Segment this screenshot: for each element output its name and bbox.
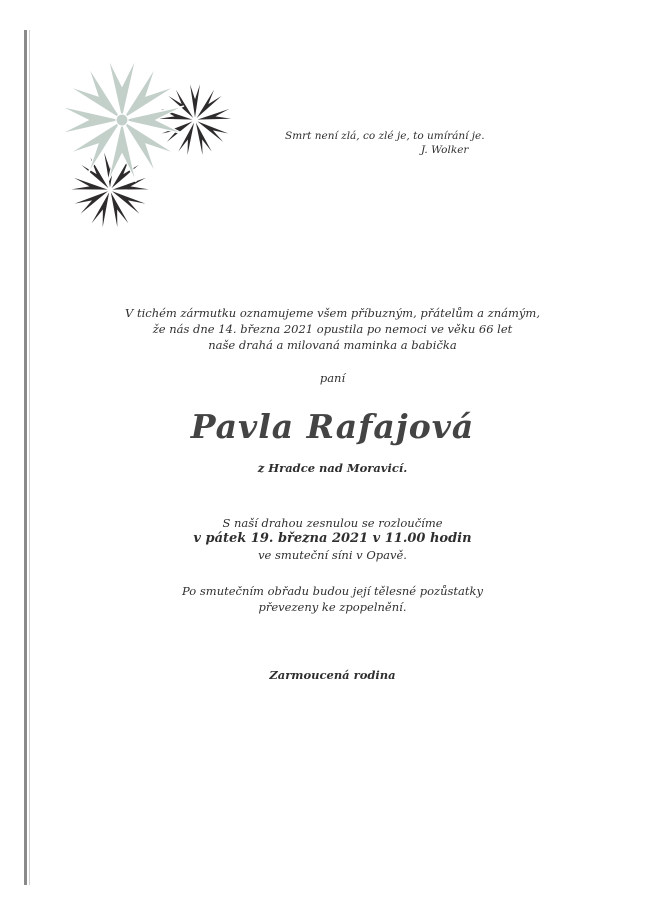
cremation-note [0,583,665,615]
quote-block [285,129,485,157]
signature: Zarmoucená rodina [269,668,396,682]
farewell-date: v pátek 19. března 2021 v 11.00 hodin [193,531,472,546]
farewell-line: S naší drahou zesnulou se rozloučíme [222,516,443,530]
cremation-line: Po smutečním obřadu budou její tělesné pozůstatky [182,584,483,598]
flower-ornament [60,50,240,235]
left-border-line [24,30,27,885]
cremation-line: převezeny ke zpopelnění. [258,600,407,614]
announcement-intro [0,305,665,353]
quote-author: J. Wolker [421,144,469,156]
dark-flower-bottom-icon [67,148,152,232]
origin-place: z Hradce nad Moravicí. [257,461,408,475]
farewell-block [0,515,665,563]
farewell-place: ve smuteční síni v Opavě. [258,548,407,562]
intro-line: V tichém zármutku oznamujeme všem příbuzným, přátelům a známým, [125,306,540,320]
intro-line: že nás dne 14. března 2021 opustila po nemoci ve věku 66 let [152,322,513,336]
title-word: paní [319,371,346,385]
deceased-name: Pavla Rafajová [190,407,475,446]
intro-line: naše drahá a milovaná maminka a babička [208,338,457,352]
left-border-line-inner [29,30,30,885]
quote-text: Smrt není zlá, co zlé je, to umírání je. [285,130,485,142]
